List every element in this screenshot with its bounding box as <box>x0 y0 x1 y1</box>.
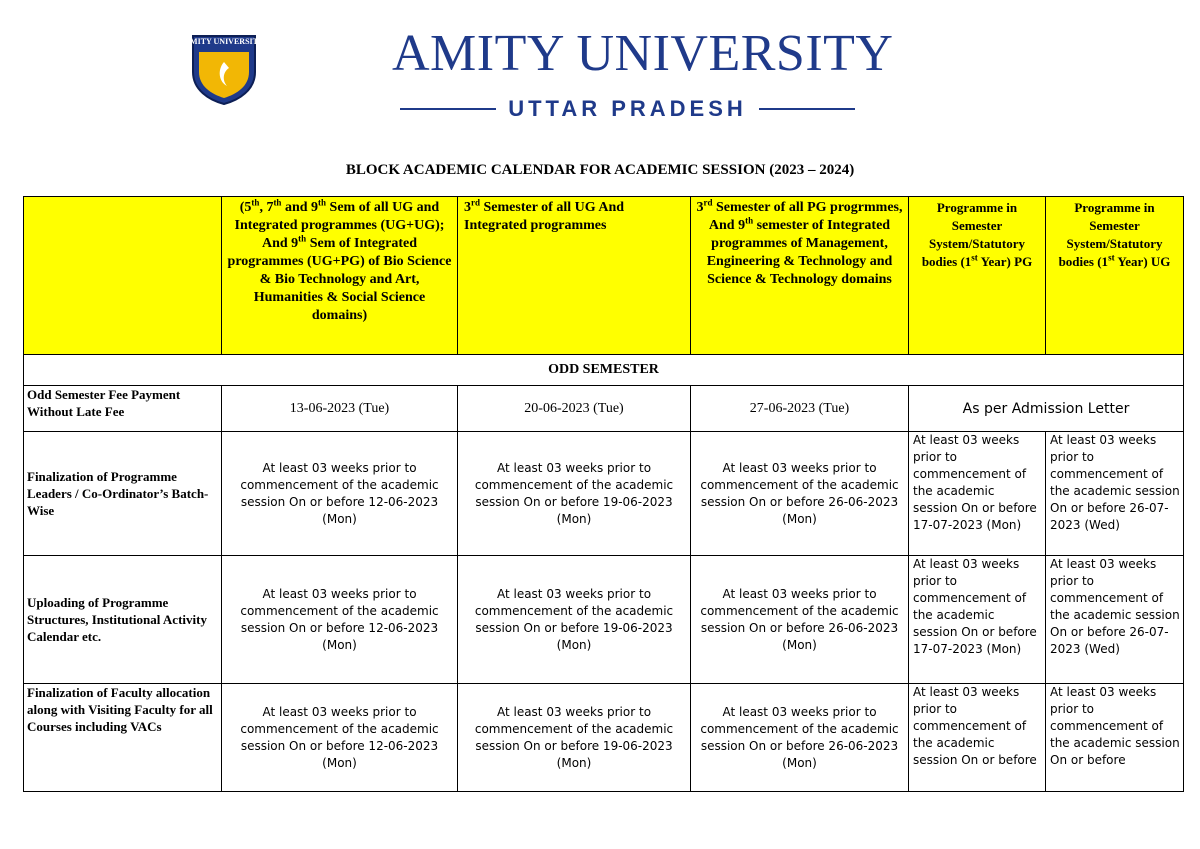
header-cell-ug-5-7-9: (5th, 7th and 9th Sem of all UG and Integrated programmes (UG+UG); And 9th Sem of Integrated programmes (UG+PG) of Bio Science & Bio Technology and Art, Humanities & Social Science domains) <box>222 197 458 355</box>
table-row <box>24 684 1184 792</box>
header-cell-ug-3: 3rd Semester of all UG And Integrated programmes <box>458 197 691 355</box>
ordinal-superscript: th <box>298 233 307 244</box>
academic-calendar-table <box>23 196 1184 792</box>
table-cell: At least 03 weeks prior to commencement of the academic session On or before 12-06-2023 (Mon) <box>222 556 458 684</box>
section-row-odd-semester <box>24 355 1184 386</box>
subtitle-right-rule <box>759 108 855 110</box>
section-title: ODD SEMESTER <box>24 355 1184 386</box>
row-label: Uploading of Programme Structures, Institutional Activity Calendar etc. <box>24 556 222 684</box>
document-title: BLOCK ACADEMIC CALENDAR FOR ACADEMIC SESSION (2023 – 2024) <box>345 162 855 178</box>
table-cell: At least 03 weeks prior to commencement of the academic session On or before 26-06-2023 (Mon) <box>691 432 909 556</box>
table-cell: At least 03 weeks prior to commencement of the academic session On or before 19-06-2023 (Mon) <box>458 556 691 684</box>
table-cell: 20-06-2023 (Tue) <box>458 386 691 432</box>
table-row <box>24 556 1184 684</box>
row-label: Odd Semester Fee Payment Without Late Fee <box>24 386 222 432</box>
table-cell: As per Admission Letter <box>909 386 1184 432</box>
table-cell: At least 03 weeks prior to commencement of the academic session On or before 19-06-2023 (Mon) <box>458 432 691 556</box>
ordinal-superscript: th <box>251 197 260 208</box>
table-cell: At least 03 weeks prior to commencement of the academic session On or before 26-07-2023 (Wed) <box>1046 432 1184 556</box>
table-row <box>24 386 1184 432</box>
amity-logo <box>184 32 264 106</box>
table-cell: At least 03 weeks prior to commencement of the academic session On or before <box>1046 684 1184 792</box>
ordinal-superscript: th <box>273 197 282 208</box>
table-cell: 13-06-2023 (Tue) <box>222 386 458 432</box>
table-cell: At least 03 weeks prior to commencement of the academic session On or before 12-06-2023 (Mon) <box>222 432 458 556</box>
row-label: Finalization of Programme Leaders / Co-Ordinator’s Batch-Wise <box>24 432 222 556</box>
table-cell: At least 03 weeks prior to commencement of the academic session On or before 12-06-2023 (Mon) <box>222 684 458 792</box>
subtitle-left-rule <box>400 108 496 110</box>
logo-text: AMITY UNIVERSITY <box>184 37 264 46</box>
row-label: Finalization of Faculty allocation along with Visiting Faculty for all Courses including VACs <box>24 684 222 792</box>
table-cell: At least 03 weeks prior to commencement of the academic session On or before 26-06-2023 (Mon) <box>691 684 909 792</box>
table-header-row <box>24 197 1184 355</box>
table-cell: At least 03 weeks prior to commencement of the academic session On or before 26-07-2023 (Wed) <box>1046 556 1184 684</box>
table-cell: At least 03 weeks prior to commencement of the academic session On or before 17-07-2023 (Mon) <box>909 432 1046 556</box>
table-cell: At least 03 weeks prior to commencement of the academic session On or before 19-06-2023 (Mon) <box>458 684 691 792</box>
ordinal-superscript: th <box>318 197 327 208</box>
header-cell-empty <box>24 197 222 355</box>
ordinal-superscript: st <box>1108 252 1115 263</box>
ordinal-superscript: th <box>745 215 754 226</box>
table-cell: 27-06-2023 (Tue) <box>691 386 909 432</box>
table-cell: At least 03 weeks prior to commencement of the academic session On or before 17-07-2023 (Mon) <box>909 556 1046 684</box>
ordinal-superscript: rd <box>471 197 480 208</box>
subtitle-row <box>400 94 855 124</box>
university-name: AMITY UNIVERSITY <box>392 25 894 82</box>
header-cell-first-year-pg: Programme in Semester System/Statutory bodies (1st Year) PG <box>909 197 1046 355</box>
header-cell-pg-3: 3rd Semester of all PG progrmmes, And 9th semester of Integrated programmes of Management, Engineering & Technology and Science & Technology domains <box>691 197 909 355</box>
table-row <box>24 432 1184 556</box>
table-cell: At least 03 weeks prior to commencement of the academic session On or before 26-06-2023 (Mon) <box>691 556 909 684</box>
ordinal-superscript: rd <box>703 197 713 208</box>
subtitle-text: UTTAR PRADESH <box>508 96 747 121</box>
table-cell: At least 03 weeks prior to commencement of the academic session On or before <box>909 684 1046 792</box>
ordinal-superscript: st <box>971 252 978 263</box>
header-cell-first-year-ug: Programme in Semester System/Statutory bodies (1st Year) UG <box>1046 197 1184 355</box>
